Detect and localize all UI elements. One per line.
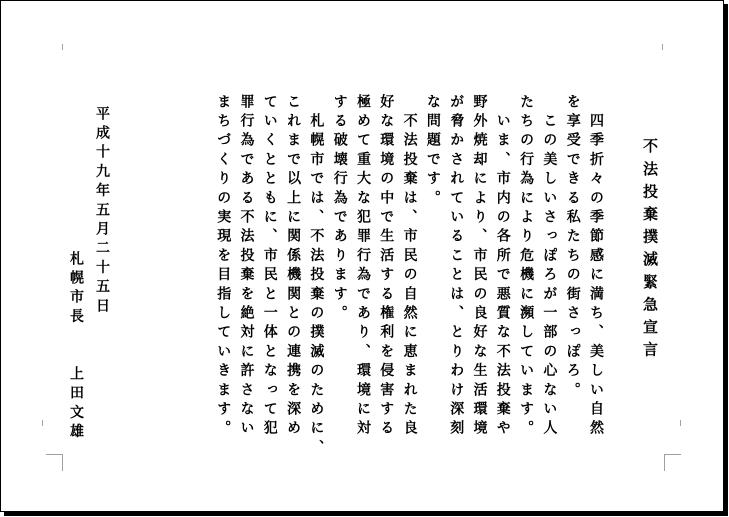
body-column: ていくとともに、市民と一体となって犯 — [261, 94, 278, 440]
body-column: 不法投棄は、市民の自然に恵まれた良 — [401, 94, 418, 440]
page-shadow — [4, 512, 728, 516]
body-column: この美しいさっぽろが一部の心ない人 — [541, 94, 558, 440]
body-column: する破壊行為であります。 — [331, 94, 348, 325]
declaration-date: 平成十九年五月二十五日 — [94, 106, 110, 318]
body-column: 札幌市では、不法投棄の撲滅のために、 — [308, 94, 325, 459]
body-column: いま、市内の各所で悪質な不法投棄や — [494, 94, 511, 440]
margin-mark-left — [42, 420, 43, 426]
body-column: が脅かされていることは、とりわけ深刻 — [448, 94, 465, 440]
body-column: を享受できる私たちの街さっぽろ。 — [564, 94, 581, 402]
margin-mark-top-left — [62, 44, 63, 50]
signature: 札幌市長 上田文雄 — [68, 251, 84, 443]
body-column: 極めて重大な犯罪行為であり、環境に対 — [355, 94, 371, 440]
body-column: たちの行為により危機に瀕しています。 — [518, 94, 535, 440]
body-column: 好な環境の中で生活する権利を侵害する — [378, 94, 395, 440]
margin-corner-bottom-left — [46, 454, 63, 471]
declaration-title: 不法投棄撲滅緊急宣言 — [641, 138, 659, 364]
body-column: な問題です。 — [424, 94, 441, 210]
body-column: これまで以上に関係機関との連携を深め — [285, 94, 302, 440]
margin-corner-bottom-right — [664, 454, 681, 471]
margin-mark-right — [680, 420, 681, 426]
body-column: 四季折々の季節感に満ち、美しい自然 — [588, 94, 604, 440]
page-shadow — [724, 4, 728, 516]
body-column: 野外焼却により、市民の良好な生活環境 — [471, 94, 488, 440]
body-column: 罪行為である不法投棄を絶対に許さない — [238, 94, 255, 440]
margin-mark-top-right — [662, 44, 663, 50]
body-column: まちづくりの実現を目指していきます。 — [215, 94, 232, 440]
